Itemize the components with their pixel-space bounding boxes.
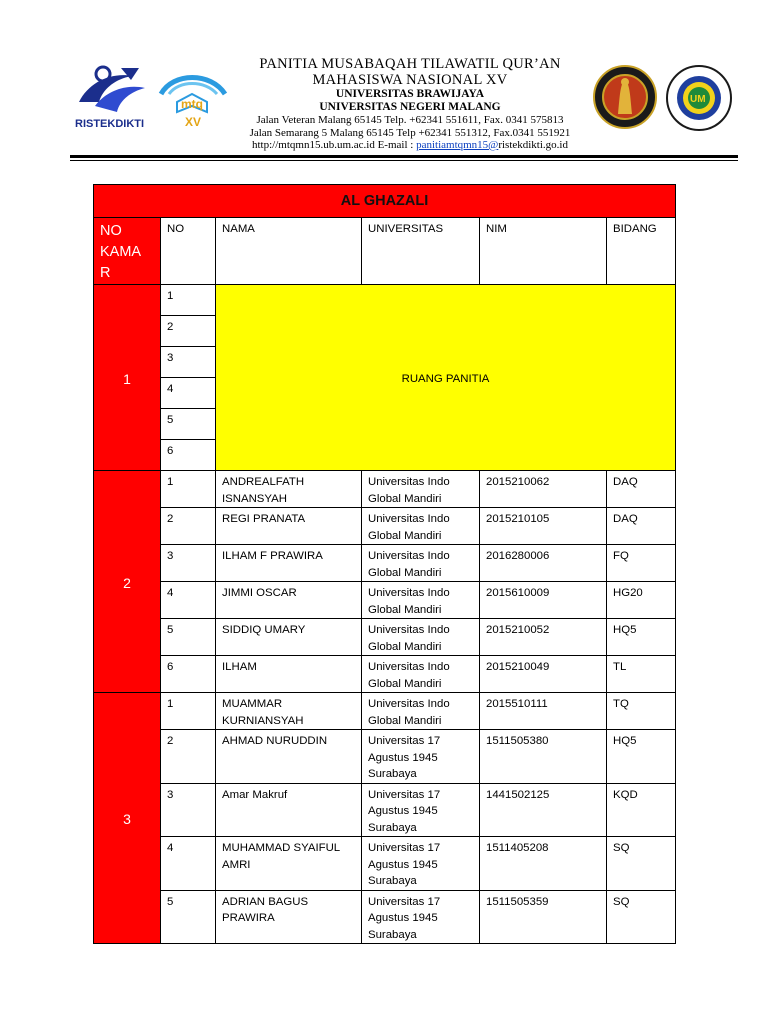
mtq-label: mtq	[181, 97, 203, 111]
ristekdikti-label: RISTEKDIKTI	[75, 118, 145, 130]
table-row	[94, 890, 676, 944]
row-nim: 1511505380	[480, 730, 607, 784]
row-nama: AHMAD NURUDDIN	[216, 730, 362, 784]
letterhead-univ-brawijaya: UNIVERSITAS BRAWIJAYA	[335, 88, 485, 101]
row-nim: 2015210052	[480, 619, 607, 656]
row-universitas: Universitas Indo Global Mandiri	[362, 693, 480, 730]
row-no: 3	[161, 347, 216, 378]
row-universitas: Universitas Indo Global Mandiri	[362, 471, 480, 508]
table-row	[94, 783, 676, 837]
table-title: AL GHAZALI	[94, 185, 676, 218]
row-no: 3	[161, 545, 216, 582]
row-universitas: Universitas 17 Agustus 1945 Surabaya	[362, 730, 480, 784]
header-no: NO	[161, 218, 216, 285]
table-row	[94, 285, 676, 316]
row-no: 1	[161, 285, 216, 316]
room-assignment-table	[93, 184, 676, 944]
row-no: 4	[161, 582, 216, 619]
panitia-block: RUANG PANITIA	[216, 285, 676, 471]
letterhead-address2: Jalan Semarang 5 Malang 65145 Telp +62341 551312, Fax.0341 551921	[249, 126, 571, 139]
mtq-sub-label: XV	[185, 115, 202, 129]
row-universitas: Universitas Indo Global Mandiri	[362, 656, 480, 693]
um-label: UM	[690, 94, 706, 105]
letterhead-divider	[70, 155, 738, 158]
header-bidang: BIDANG	[607, 218, 676, 285]
row-no: 2	[161, 730, 216, 784]
table-row	[94, 582, 676, 619]
email-link[interactable]: panitiamtqmn15@	[416, 138, 499, 151]
row-no: 2	[161, 508, 216, 545]
row-nim: 2015610009	[480, 582, 607, 619]
row-bidang: DAQ	[607, 471, 676, 508]
row-nim: 2015210062	[480, 471, 607, 508]
row-universitas: Universitas Indo Global Mandiri	[362, 545, 480, 582]
row-no: 4	[161, 837, 216, 891]
row-bidang: HQ5	[607, 730, 676, 784]
brawijaya-seal-logo	[592, 64, 658, 130]
row-no: 3	[161, 783, 216, 837]
um-seal-logo	[664, 64, 734, 132]
row-nama: ADRIAN BAGUS PRAWIRA	[216, 890, 362, 944]
table-row	[94, 656, 676, 693]
table-row	[94, 619, 676, 656]
row-nim: 2015210105	[480, 508, 607, 545]
website-text: http://mtqmn15.ub.um.ac.id E-mail :	[252, 138, 417, 151]
letterhead-title-line2: MAHASISWA NASIONAL XV	[312, 72, 508, 89]
row-universitas: Universitas Indo Global Mandiri	[362, 582, 480, 619]
row-universitas: Universitas Indo Global Mandiri	[362, 508, 480, 545]
table-header-row	[94, 218, 676, 285]
row-nim: 1511405208	[480, 837, 607, 891]
row-no: 1	[161, 693, 216, 730]
table-row	[94, 508, 676, 545]
row-nama: MUAMMAR KURNIANSYAH	[216, 693, 362, 730]
room-number: 2	[94, 471, 161, 693]
row-bidang: TL	[607, 656, 676, 693]
room-number: 1	[94, 285, 161, 471]
header-nama: NAMA	[216, 218, 362, 285]
row-bidang: DAQ	[607, 508, 676, 545]
letterhead	[230, 56, 590, 151]
row-universitas: Universitas Indo Global Mandiri	[362, 619, 480, 656]
letterhead-contact	[230, 139, 590, 151]
room-number: 3	[94, 693, 161, 944]
row-no: 5	[161, 409, 216, 440]
row-nim: 2015210049	[480, 656, 607, 693]
row-nim: 1441502125	[480, 783, 607, 837]
table-row	[94, 730, 676, 784]
email-domain: ristekdikti.go.id	[498, 138, 568, 151]
table-row	[94, 545, 676, 582]
row-no: 5	[161, 890, 216, 944]
row-bidang: TQ	[607, 693, 676, 730]
letterhead-address1: Jalan Veteran Malang 65145 Telp. +62341 551611, Fax. 0341 575813	[256, 114, 564, 127]
row-nama: Amar Makruf	[216, 783, 362, 837]
row-nim: 2015510111	[480, 693, 607, 730]
table-row	[94, 837, 676, 891]
row-universitas: Universitas 17 Agustus 1945 Surabaya	[362, 837, 480, 891]
row-bidang: KQD	[607, 783, 676, 837]
row-no: 4	[161, 378, 216, 409]
row-bidang: SQ	[607, 837, 676, 891]
row-nama: ILHAM	[216, 656, 362, 693]
mtq-logo	[155, 64, 230, 134]
table-row	[94, 471, 676, 508]
letterhead-divider-thin	[70, 160, 738, 161]
row-nama: JIMMI OSCAR	[216, 582, 362, 619]
row-no: 6	[161, 656, 216, 693]
row-nama: ILHAM F PRAWIRA	[216, 545, 362, 582]
row-no: 2	[161, 316, 216, 347]
ristekdikti-logo	[73, 62, 153, 132]
row-nim: 1511505359	[480, 890, 607, 944]
row-nama: SIDDIQ UMARY	[216, 619, 362, 656]
row-bidang: FQ	[607, 545, 676, 582]
letterhead-title-line1: PANITIA MUSABAQAH TILAWATIL QUR’AN	[259, 56, 561, 72]
row-bidang: HG20	[607, 582, 676, 619]
row-no: 1	[161, 471, 216, 508]
table-row	[94, 693, 676, 730]
row-bidang: HQ5	[607, 619, 676, 656]
row-no: 6	[161, 440, 216, 471]
header-nim: NIM	[480, 218, 607, 285]
letterhead-univ-malang: UNIVERSITAS NEGERI MALANG	[319, 101, 501, 114]
row-universitas: Universitas 17 Agustus 1945 Surabaya	[362, 890, 480, 944]
header-no-kamar: NO KAMA R	[94, 218, 161, 285]
row-no: 5	[161, 619, 216, 656]
row-bidang: SQ	[607, 890, 676, 944]
row-universitas: Universitas 17 Agustus 1945 Surabaya	[362, 783, 480, 837]
header-universitas: UNIVERSITAS	[362, 218, 480, 285]
row-nama: REGI PRANATA	[216, 508, 362, 545]
row-nim: 2016280006	[480, 545, 607, 582]
row-nama: ANDREALFATH ISNANSYAH	[216, 471, 362, 508]
row-nama: MUHAMMAD SYAIFUL AMRI	[216, 837, 362, 891]
